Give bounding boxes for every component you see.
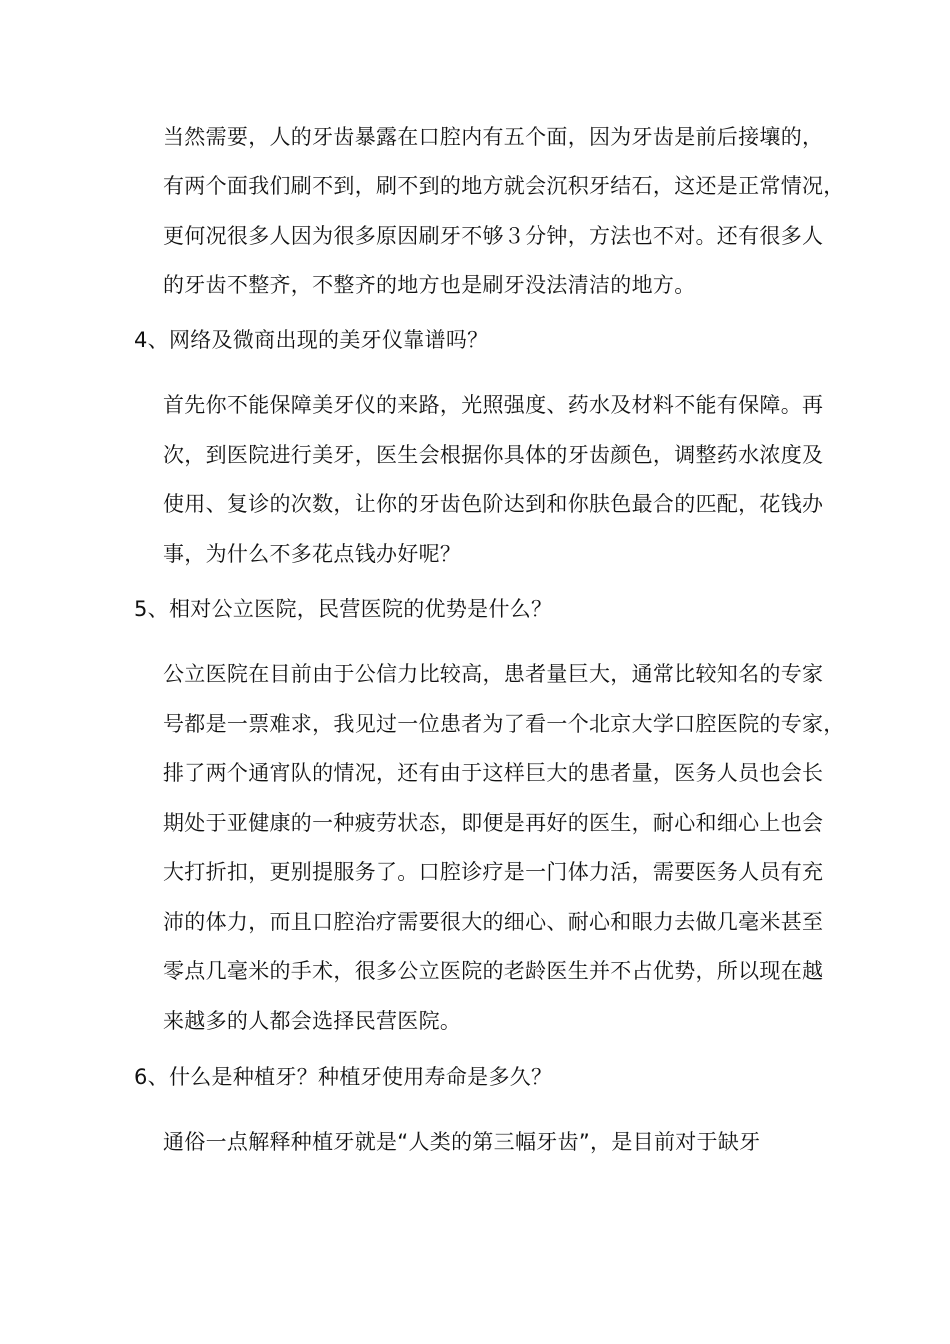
- paragraph-line: 通俗一点解释种植牙就是“人类的第三幅牙齿”，是目前对于缺牙: [163, 1130, 761, 1154]
- paragraph-line: 来越多的人都会选择民营医院。: [163, 1009, 462, 1033]
- paragraph-line: 公立医院在目前由于公信力比较高，患者量巨大，通常比较知名的专家: [163, 662, 824, 686]
- paragraph-line: 使用、复诊的次数，让你的牙齿色阶达到和你肤色最合的匹配，花钱办: [163, 492, 824, 516]
- paragraph-line: 沛的体力，而且口腔治疗需要很大的细心、耐心和眼力去做几毫米甚至: [163, 910, 824, 934]
- paragraph-line: 事，为什么不多花点钱办好呢？: [163, 542, 462, 566]
- question-heading-5: 5、相对公立医院，民营医院的优势是什么？: [134, 597, 553, 621]
- paragraph-line: 当然需要，人的牙齿暴露在口腔内有五个面，因为牙齿是前后接壤的，: [163, 125, 824, 149]
- paragraph-line: 号都是一票难求，我见过一位患者为了看一个北京大学口腔医院的专家，: [163, 712, 845, 736]
- paragraph-line: 排了两个通宵队的情况，还有由于这样巨大的患者量，医务人员也会长: [163, 761, 824, 785]
- paragraph-line: 期处于亚健康的一种疲劳状态，即便是再好的医生，耐心和细心上也会: [163, 811, 824, 835]
- paragraph-line: 首先你不能保障美牙仪的来路，光照强度、药水及材料不能有保障。再: [163, 393, 824, 417]
- paragraph-line: 有两个面我们刷不到，刷不到的地方就会沉积牙结石，这还是正常情况，: [163, 174, 845, 198]
- question-heading-4: 4、网络及微商出现的美牙仪靠谱吗？: [134, 328, 489, 352]
- paragraph-line: 零点几毫米的手术，很多公立医院的老龄医生并不占优势，所以现在越: [163, 959, 824, 983]
- paragraph-line: 更何况很多人因为很多原因刷牙不够３分钟，方法也不对。还有很多人: [163, 224, 824, 248]
- paragraph-line: 的牙齿不整齐，不整齐的地方也是刷牙没法清洁的地方。: [163, 273, 696, 297]
- paragraph-line: 次，到医院进行美牙，医生会根据你具体的牙齿颜色，调整药水浓度及: [163, 443, 824, 467]
- paragraph-line: 大打折扣，更别提服务了。口腔诊疗是一门体力活，需要医务人员有充: [163, 860, 824, 884]
- question-heading-6: 6、什么是种植牙？种植牙使用寿命是多久？: [134, 1065, 553, 1089]
